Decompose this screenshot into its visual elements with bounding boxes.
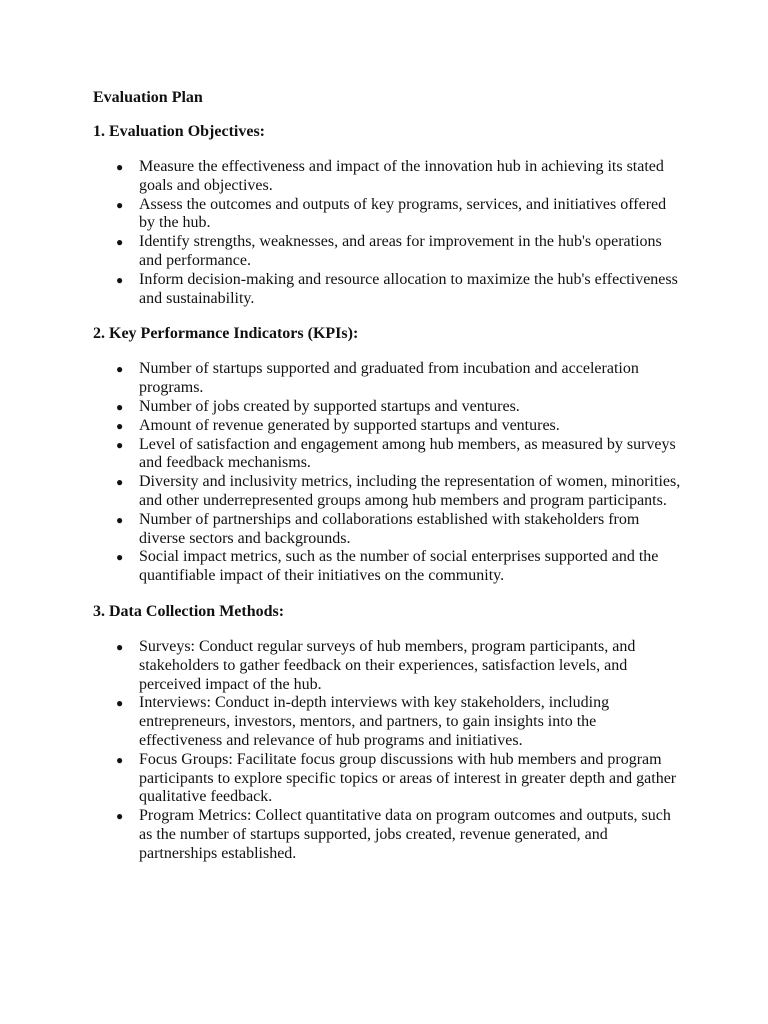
bullet-icon: ● <box>116 639 124 654</box>
bullet-icon: ● <box>116 809 124 824</box>
list-item-text: Assess the outcomes and outputs of key programs, services, and initiatives offered by the hub. <box>139 195 667 232</box>
bullet-icon: ● <box>116 197 124 212</box>
list-item <box>116 473 683 511</box>
objectives-list <box>93 158 683 308</box>
list-item <box>116 270 683 309</box>
list-item-text: Program Metrics: Collect quantitative data on program outcomes and outputs, such as the number of startups supported, jobs created, revenue generated, and partnerships established. <box>139 807 671 862</box>
list-item-text: Amount of revenue generated by supported startups and ventures. <box>139 416 560 434</box>
list-item <box>116 807 683 863</box>
list-item <box>116 510 683 549</box>
section-heading-kpis: 2. Key Performance Indicators (KPIs): <box>93 325 359 343</box>
list-item-text: Number of startups supported and graduated from incubation and acceleration programs. <box>139 360 639 397</box>
kpi-list <box>93 360 683 586</box>
list-item <box>116 548 683 586</box>
list-item-text: Focus Groups: Facilitate focus group discussions with hub members and program participants to explore specific topics or areas of interest in greater depth and gather qualitative feedback. <box>139 750 677 806</box>
bullet-icon: ● <box>116 696 124 711</box>
bullet-icon: ● <box>116 235 124 250</box>
list-item <box>116 416 683 436</box>
list-item <box>116 637 683 694</box>
list-item <box>116 397 683 417</box>
bullet-icon: ● <box>116 418 124 433</box>
bullet-icon: ● <box>116 512 124 527</box>
list-item-text: Surveys: Conduct regular surveys of hub members, program participants, and stakeholders to gather feedback on their experiences, satisfaction levels, and perceived impact of the hub. <box>139 637 636 693</box>
list-item-text: Measure the effectiveness and impact of the innovation hub in achieving its stated goals and objectives. <box>139 158 664 194</box>
list-item <box>116 158 683 196</box>
bullet-icon: ● <box>116 160 124 174</box>
list-item <box>116 233 683 271</box>
document-page <box>93 88 683 880</box>
list-item-text: Number of jobs created by supported startups and ventures. <box>139 397 520 415</box>
section-heading-data-collection: 3. Data Collection Methods: <box>93 602 285 620</box>
list-item <box>116 360 683 398</box>
list-item <box>116 435 683 474</box>
bullet-icon: ● <box>116 437 124 452</box>
list-item <box>116 750 683 807</box>
bullet-icon: ● <box>116 362 124 377</box>
list-item <box>116 195 683 234</box>
list-item-text: Inform decision-making and resource allocation to maximize the hub's effectiveness and sustainability. <box>139 270 678 307</box>
bullet-icon: ● <box>116 475 124 490</box>
bullet-icon: ● <box>116 752 124 767</box>
data-collection-list <box>93 638 683 864</box>
bullet-icon: ● <box>116 550 124 565</box>
list-item-text: Number of partnerships and collaborations established with stakeholders from diverse sectors and backgrounds. <box>139 510 640 547</box>
list-item-text: Diversity and inclusivity metrics, including the representation of women, minorities, and other underrepresented groups among hub members and program participants. <box>139 473 681 509</box>
section-heading-objectives: 1. Evaluation Objectives: <box>93 123 265 140</box>
list-item-text: Interviews: Conduct in-depth interviews with key stakeholders, including entrepreneurs, investors, mentors, and partners, to gain insights into the effectiveness and relevance of hub programs and initiatives. <box>139 694 610 749</box>
list-item <box>116 694 683 750</box>
list-item-text: Social impact metrics, such as the number of social enterprises supported and the quantifiable impact of their initiatives on the community. <box>139 548 659 585</box>
list-item-text: Identify strengths, weaknesses, and areas for improvement in the hub's operations and performance. <box>139 233 662 269</box>
bullet-icon: ● <box>116 272 124 287</box>
bullet-icon: ● <box>116 399 124 414</box>
list-item-text: Level of satisfaction and engagement among hub members, as measured by surveys and feedback mechanisms. <box>139 435 676 472</box>
page-title: Evaluation Plan <box>93 89 203 106</box>
